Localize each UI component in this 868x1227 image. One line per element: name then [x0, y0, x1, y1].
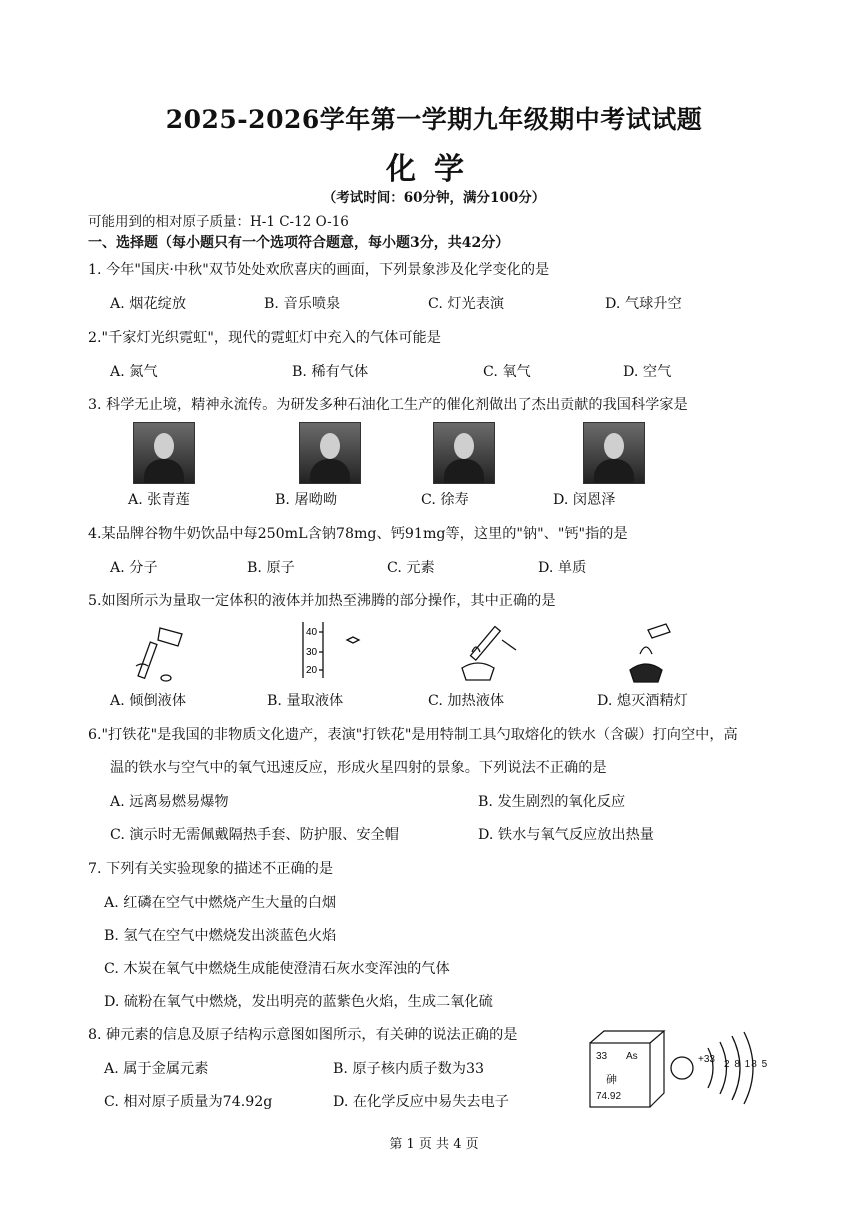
question-1-stem: 1. 今年"国庆·中秋"双节处处欢欣喜庆的画面，下列景象涉及化学变化的是: [88, 262, 550, 278]
q6-option-d: D. 铁水与氧气反应放出热量: [478, 827, 654, 843]
cylinder-mark-20: 20: [306, 665, 318, 676]
q4-option-d: D. 单质: [538, 560, 587, 576]
cylinder-mark-30: 30: [306, 647, 318, 658]
q7-option-c: C. 木炭在氧气中燃烧生成能使澄清石灰水变浑浊的气体: [104, 961, 450, 977]
q5-option-b: B. 量取液体: [267, 693, 344, 709]
q8-option-c: C. 相对原子质量为74.92g: [104, 1094, 273, 1110]
element-name: 砷: [606, 1073, 617, 1086]
q2-option-c: C. 氧气: [483, 364, 531, 380]
q1-option-a: A. 烟花绽放: [110, 296, 187, 312]
question-7-stem: 7. 下列有关实验现象的描述不正确的是: [88, 861, 334, 877]
q2-option-a: A. 氮气: [110, 364, 158, 380]
q3-option-a: A. 张青莲: [128, 492, 190, 508]
question-8-stem: 8. 砷元素的信息及原子结构示意图如图所示，有关砷的说法正确的是: [88, 1027, 518, 1043]
q2-option-b: B. 稀有气体: [292, 364, 369, 380]
lab-graduated-cylinder-figure: [297, 620, 367, 680]
atom-structure-diagram: [668, 1030, 764, 1110]
lab-heat-liquid-figure: [452, 620, 524, 684]
q6-option-a: A. 远离易燃易爆物: [110, 794, 229, 810]
atom-nucleus-charge: +33: [698, 1054, 715, 1065]
element-cell-arsenic: [588, 1027, 658, 1107]
section-heading: 一、选择题（每小题只有一个选项符合题意，每小题3分，共42分）: [88, 235, 510, 251]
scientist-photo-d: [583, 422, 645, 484]
scientist-photo-a: [133, 422, 195, 484]
atom-electron-shells: 2 8 18 5: [724, 1059, 769, 1070]
exam-time-note: （考试时间：60分钟，满分100分）: [322, 190, 546, 206]
question-2-stem: 2."千家灯光织霓虹"，现代的霓虹灯中充入的气体可能是: [88, 330, 441, 346]
question-6-stem: 6."打铁花"是我国的非物质文化遗产，表演"打铁花"是用特制工具勺取熔化的铁水（含碳）打向空中，高: [88, 727, 738, 743]
q1-option-c: C. 灯光表演: [428, 296, 505, 312]
page-footer: 第 1 页 共 4 页: [389, 1137, 479, 1152]
cylinder-mark-40: 40: [306, 627, 318, 638]
q8-option-a: A. 属于金属元素: [104, 1061, 209, 1077]
element-atomic-number: 33: [596, 1051, 608, 1062]
q4-option-c: C. 元素: [387, 560, 435, 576]
lab-pour-liquid-figure: [126, 620, 194, 684]
question-5-stem: 5.如图所示为量取一定体积的液体并加热至沸腾的部分操作，其中正确的是: [88, 593, 556, 609]
question-4-stem: 4.某品牌谷物牛奶饮品中每250mL含钠78mg、钙91mg等，这里的"钠"、"钙"指的是: [88, 526, 628, 542]
scientist-photo-b: [299, 422, 361, 484]
q7-option-b: B. 氢气在空气中燃烧发出淡蓝色火焰: [104, 928, 337, 944]
q4-option-b: B. 原子: [247, 560, 295, 576]
q5-option-a: A. 倾倒液体: [110, 693, 187, 709]
exam-title: 2025-2026学年第一学期九年级期中考试试题: [165, 105, 703, 134]
q5-option-d: D. 熄灭酒精灯: [597, 693, 688, 709]
q2-option-d: D. 空气: [623, 364, 672, 380]
scientist-photo-c: [433, 422, 495, 484]
element-symbol: As: [626, 1051, 638, 1062]
q8-option-b: B. 原子核内质子数为33: [333, 1061, 484, 1077]
q7-option-d: D. 硫粉在氧气中燃烧，发出明亮的蓝紫色火焰，生成二氧化硫: [104, 994, 493, 1010]
q1-option-d: D. 气球升空: [605, 296, 682, 312]
lab-extinguish-lamp-figure: [620, 620, 682, 684]
q8-option-d: D. 在化学反应中易失去电子: [333, 1094, 509, 1110]
q3-option-b: B. 屠呦呦: [275, 492, 338, 508]
question-3-stem: 3. 科学无止境，精神永流传。为研发多种石油化工生产的催化剂做出了杰出贡献的我国科学家是: [88, 397, 688, 413]
q7-option-a: A. 红磷在空气中燃烧产生大量的白烟: [104, 895, 337, 911]
q3-option-d: D. 闵恩泽: [553, 492, 616, 508]
q3-option-c: C. 徐寿: [421, 492, 469, 508]
question-6-stem-cont: 温的铁水与空气中的氧气迅速反应，形成火星四射的景象。下列说法不正确的是: [110, 760, 607, 776]
q1-option-b: B. 音乐喷泉: [264, 296, 341, 312]
q5-option-c: C. 加热液体: [428, 693, 505, 709]
q4-option-a: A. 分子: [110, 560, 158, 576]
element-atomic-mass: 74.92: [596, 1091, 622, 1102]
q6-option-c: C. 演示时无需佩戴隔热手套、防护服、安全帽: [110, 827, 399, 843]
subject-title: 化学: [386, 152, 482, 187]
atomic-masses: 可能用到的相对原子质量：H-1 C-12 O-16: [88, 214, 349, 230]
q6-option-b: B. 发生剧烈的氧化反应: [478, 794, 626, 810]
